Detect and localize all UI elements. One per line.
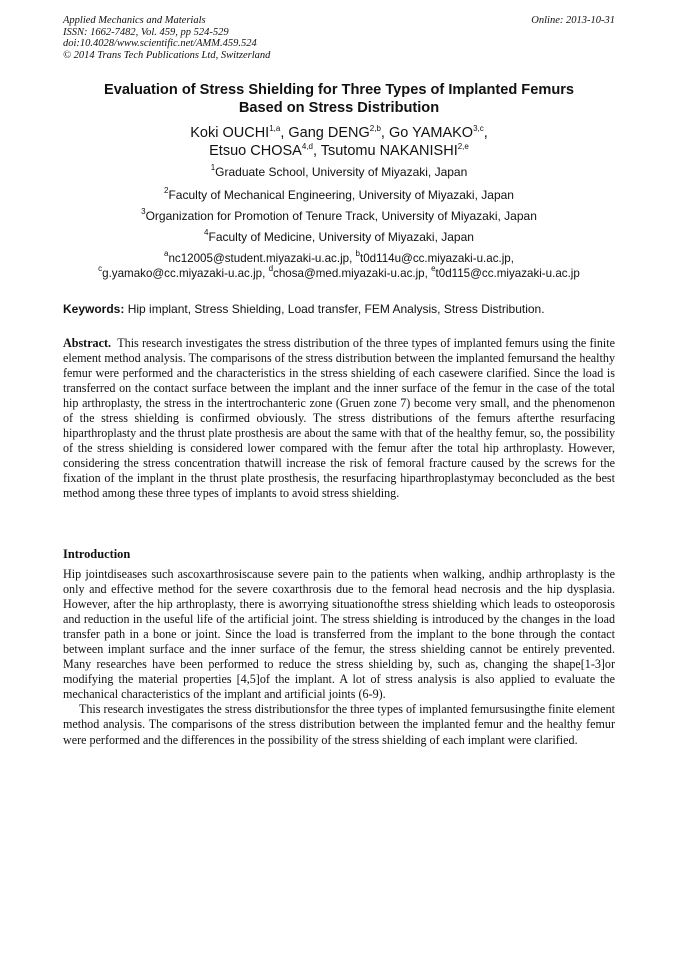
author-sup: 1,a bbox=[269, 124, 281, 133]
intro-paragraph-1: Hip jointdiseases such ascoxarthrosiscause severe pain to the patients when walking, andhip arthroplasty is the only and effective method for the severe coxarthrosis due to the femoral head necrosis and the hip dysplasia. However, after the hip arthroplasty, there is aworrying situationofthe stress shielding which leads to osteoporosis and reduction in the useful life of the artificial joint. The stress shielding is introduced by the changes in the load transfer path in a bone or joint. Since the load is transferred from the implant to the bone through the contact between implant surface and the inner surface of the femur, the stress shielding cannot be entirely prevented. Many researches have been performed to reduce the stress shielding by, such as, changing the shape[1-3]or modifying the material properties [4,5]of the implant. A lot of stress analysis is also applied to evaluate the mechanical characteristics of the implant and artificial joints (6-9). bbox=[63, 567, 615, 702]
author-sup: 2,e bbox=[457, 142, 469, 151]
intro-paragraph-2: This research investigates the stress distributionsfor the three types of implanted femursusingthe finite element method analysis. The comparisons of the stress distribution between the implanted femur and the healthy femur were performed and the differences in the possibility of the stress shielding of each implant were clarified. bbox=[63, 702, 615, 747]
email-address: nc12005@student.miyazaki-u.ac.jp bbox=[168, 252, 350, 265]
title-line-1: Evaluation of Stress Shielding for Three Types of Implanted Femurs bbox=[103, 82, 575, 98]
journal-header bbox=[63, 15, 615, 61]
abstract-label: Abstract. bbox=[63, 336, 112, 350]
affiliation-text: Faculty of Medicine, University of Miyazaki, Japan bbox=[208, 230, 474, 244]
email-list bbox=[63, 249, 615, 281]
email-sup: b bbox=[355, 249, 360, 258]
affiliation-text: Graduate School, University of Miyazaki, Japan bbox=[215, 165, 468, 179]
author-sup: 2,b bbox=[369, 124, 381, 133]
affiliation bbox=[63, 188, 615, 202]
copyright-line: © 2014 Trans Tech Publications Ltd, Switzerland bbox=[63, 49, 271, 61]
paper-title bbox=[63, 82, 615, 117]
affiliation-sup: 4 bbox=[204, 228, 209, 237]
email-address: t0d115@cc.miyazaki-u.ac.jp bbox=[435, 266, 580, 280]
author-name: Go YAMAKO bbox=[388, 125, 474, 141]
keywords-text: Hip implant, Stress Shielding, Load transfer, FEM Analysis, Stress Distribution. bbox=[127, 302, 545, 316]
email-sup: e bbox=[431, 263, 436, 273]
issn-line: ISSN: 1662-7482, Vol. 459, pp 524-529 bbox=[63, 26, 229, 38]
online-date: Online: 2013-10-31 bbox=[531, 15, 615, 26]
email-address: g.yamako@cc.miyazaki-u.ac.jp bbox=[102, 266, 263, 280]
author-list bbox=[63, 124, 615, 160]
email-address: chosa@med.miyazaki-u.ac.jp bbox=[273, 266, 425, 280]
email-sup: c bbox=[98, 263, 103, 273]
keywords-line bbox=[63, 302, 615, 316]
author-name: Tsutomu NAKANISHI bbox=[320, 143, 458, 159]
keywords-label: Keywords: bbox=[63, 302, 125, 316]
author-name: Gang DENG bbox=[288, 125, 370, 141]
abstract bbox=[63, 336, 615, 502]
email-sup: d bbox=[268, 263, 274, 273]
title-line-2: Based on Stress Distribution bbox=[238, 99, 440, 116]
affiliation-sup: 2 bbox=[164, 186, 169, 195]
authors-line-1: Koki OUCHI$^{1,a}$, Gang DENG$^{2,b}$, Go YAMAKO$^{3,c}$, bbox=[190, 124, 488, 141]
author-sup: 4,d bbox=[301, 142, 313, 151]
author-sup: 3,c bbox=[473, 124, 484, 133]
abstract-text: This research investigates the stress distribution of the three types of implanted femurs using the finite element method analysis. The comparisons of the stress distribution between the implanted femursand the healthy femur were performed and the characteristics in the stress shielding of each casewere clarified. Since the load is transferred on the contact surface between the implant and the inner surface of the femur in the case of the total hip arthroplasty, the stress in the intertrochanteric zone (Gruen zone 7) become very small, and the phenomenon of the stress shielding is confirmed obviously. The stress distributions of the femurs afterthe resurfacing hiparthroplasty and the thrust plate prosthesis are about the same with that of the healthy femur, so, the possibility of the stress shielding is considered lower compared with the femur after the total hip arthroplasty. However, considering the stress concentration thatwill increase the risk of femoral fracture caused by the screws for the fixation of the implant in the thrust plate prosthesis, the resurfacing hiparthroplastymay beconcluded as the best method among these three types of implants to avoid stress shielding. bbox=[63, 336, 615, 501]
introduction-body bbox=[63, 567, 615, 748]
affiliation-sup: 1 bbox=[210, 163, 216, 172]
affiliation bbox=[63, 165, 615, 179]
emails-line-1: $^a$nc12005@student.miyazaki-u.ac.jp, $^b$t0d114u@cc.miyazaki-u.ac.jp, bbox=[164, 249, 514, 265]
affiliation-text: Organization for Promotion of Tenure Track, University of Miyazaki, Japan bbox=[145, 209, 537, 223]
affiliation bbox=[63, 230, 615, 244]
emails-line-2: $^c$g.yamako@cc.miyazaki-u.ac.jp, $^d$chosa@med.miyazaki-u.ac.jp, $^e$t0d115@cc.miyazaki-u.ac.jp bbox=[98, 263, 580, 280]
author-name: Etsuo CHOSA bbox=[209, 143, 302, 159]
affiliation-text: Faculty of Mechanical Engineering, University of Miyazaki, Japan bbox=[168, 188, 514, 202]
authors-line-2: Etsuo CHOSA$^{4,d}$, Tsutomu NAKANISHI$^{2,e}$ bbox=[209, 142, 469, 159]
email-sup: a bbox=[164, 249, 169, 258]
email-address: t0d114u@cc.miyazaki-u.ac.jp bbox=[360, 252, 511, 265]
affiliation-sup: 3 bbox=[141, 207, 146, 216]
author-name: Koki OUCHI bbox=[190, 125, 270, 141]
affiliation bbox=[63, 209, 615, 223]
doi-line: doi:10.4028/www.scientific.net/AMM.459.524 bbox=[63, 38, 257, 50]
section-heading: Introduction bbox=[63, 547, 131, 561]
journal-name: Applied Mechanics and Materials bbox=[63, 15, 206, 26]
